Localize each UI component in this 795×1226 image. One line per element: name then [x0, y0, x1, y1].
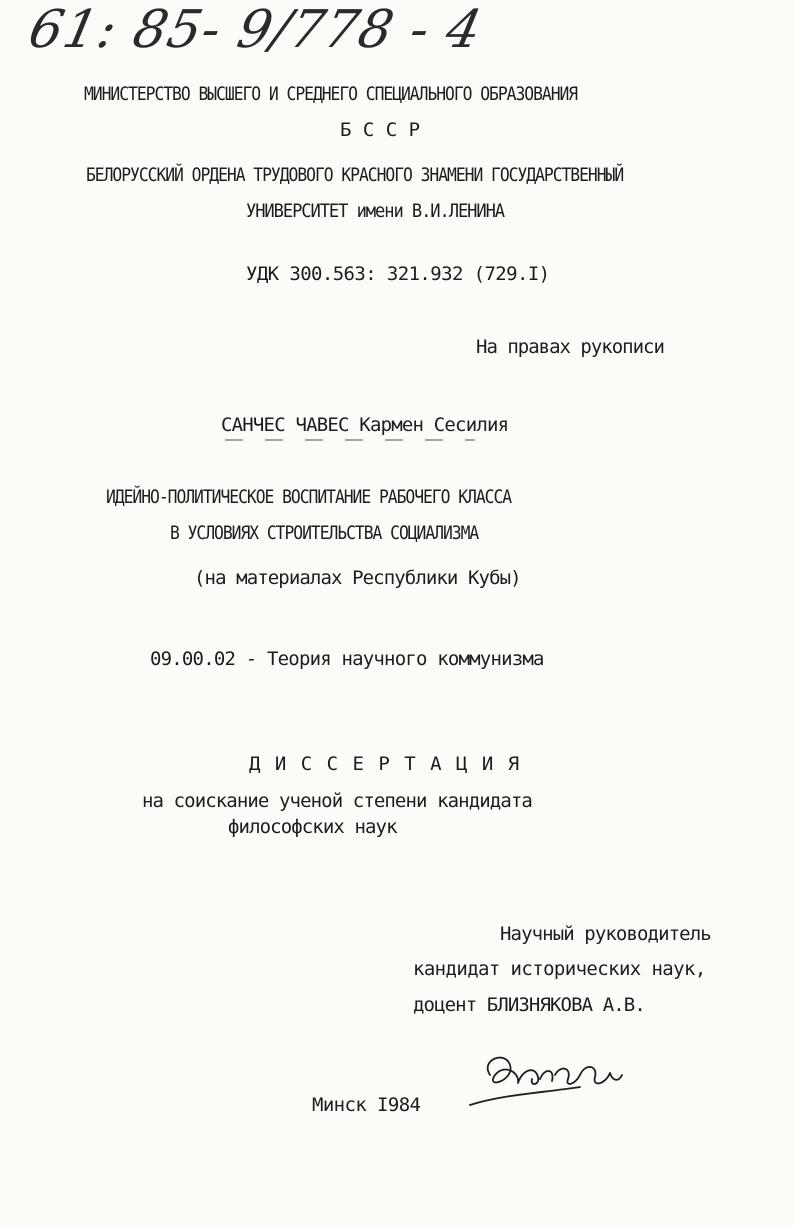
thesis-subtitle: (на материалах Республики Кубы) [194, 567, 521, 589]
degree-line-1: на соискание ученой степени кандидата [142, 790, 532, 812]
republic-heading: Б С С Р [340, 119, 421, 141]
university-line-1: БЕЛОРУССКИЙ ОРДЕНА ТРУДОВОГО КРАСНОГО ЗНАМЕНИ ГОСУДАРСТВЕННЫЙ [86, 164, 624, 186]
place-and-year: Минск I984 [312, 1094, 421, 1116]
author-name: САНЧЕС ЧАВЕС Кармен Сесилия [221, 414, 509, 436]
university-line-2: УНИВЕРСИТЕТ имени В.И.ЛЕНИНА [246, 200, 505, 222]
author-underline [225, 437, 475, 443]
udk-code: УДК 300.563: 321.932 (729.I) [246, 263, 550, 285]
thesis-title-line-1: ИДЕЙНО-ПОЛИТИЧЕСКОЕ ВОСПИТАНИЕ РАБОЧЕГО КЛАССА [106, 486, 512, 508]
supervisor-line-1: Научный руководитель [500, 923, 711, 945]
supervisor-line-3: доцент БЛИЗНЯКОВА А.В. [413, 994, 645, 1016]
supervisor-signature [460, 1035, 640, 1115]
supervisor-line-2: кандидат исторических наук, [413, 958, 706, 980]
thesis-title-line-2: В УСЛОВИЯХ СТРОИТЕЛЬСТВА СОЦИАЛИЗМА [170, 522, 479, 544]
document-type: Д И С С Е Р Т А Ц И Я [249, 753, 521, 775]
archive-number-handwritten: 61: 85- 9/778 - 4 [23, 0, 488, 60]
manuscript-note: На правах рукописи [476, 336, 664, 358]
ministry-heading: МИНИСТЕРСТВО ВЫСШЕГО И СРЕДНЕГО СПЕЦИАЛЬНОГО ОБРАЗОВАНИЯ [84, 83, 578, 105]
degree-line-2: философских наук [228, 816, 397, 838]
specialty-code: 09.00.02 - Теория научного коммунизма [150, 648, 544, 670]
